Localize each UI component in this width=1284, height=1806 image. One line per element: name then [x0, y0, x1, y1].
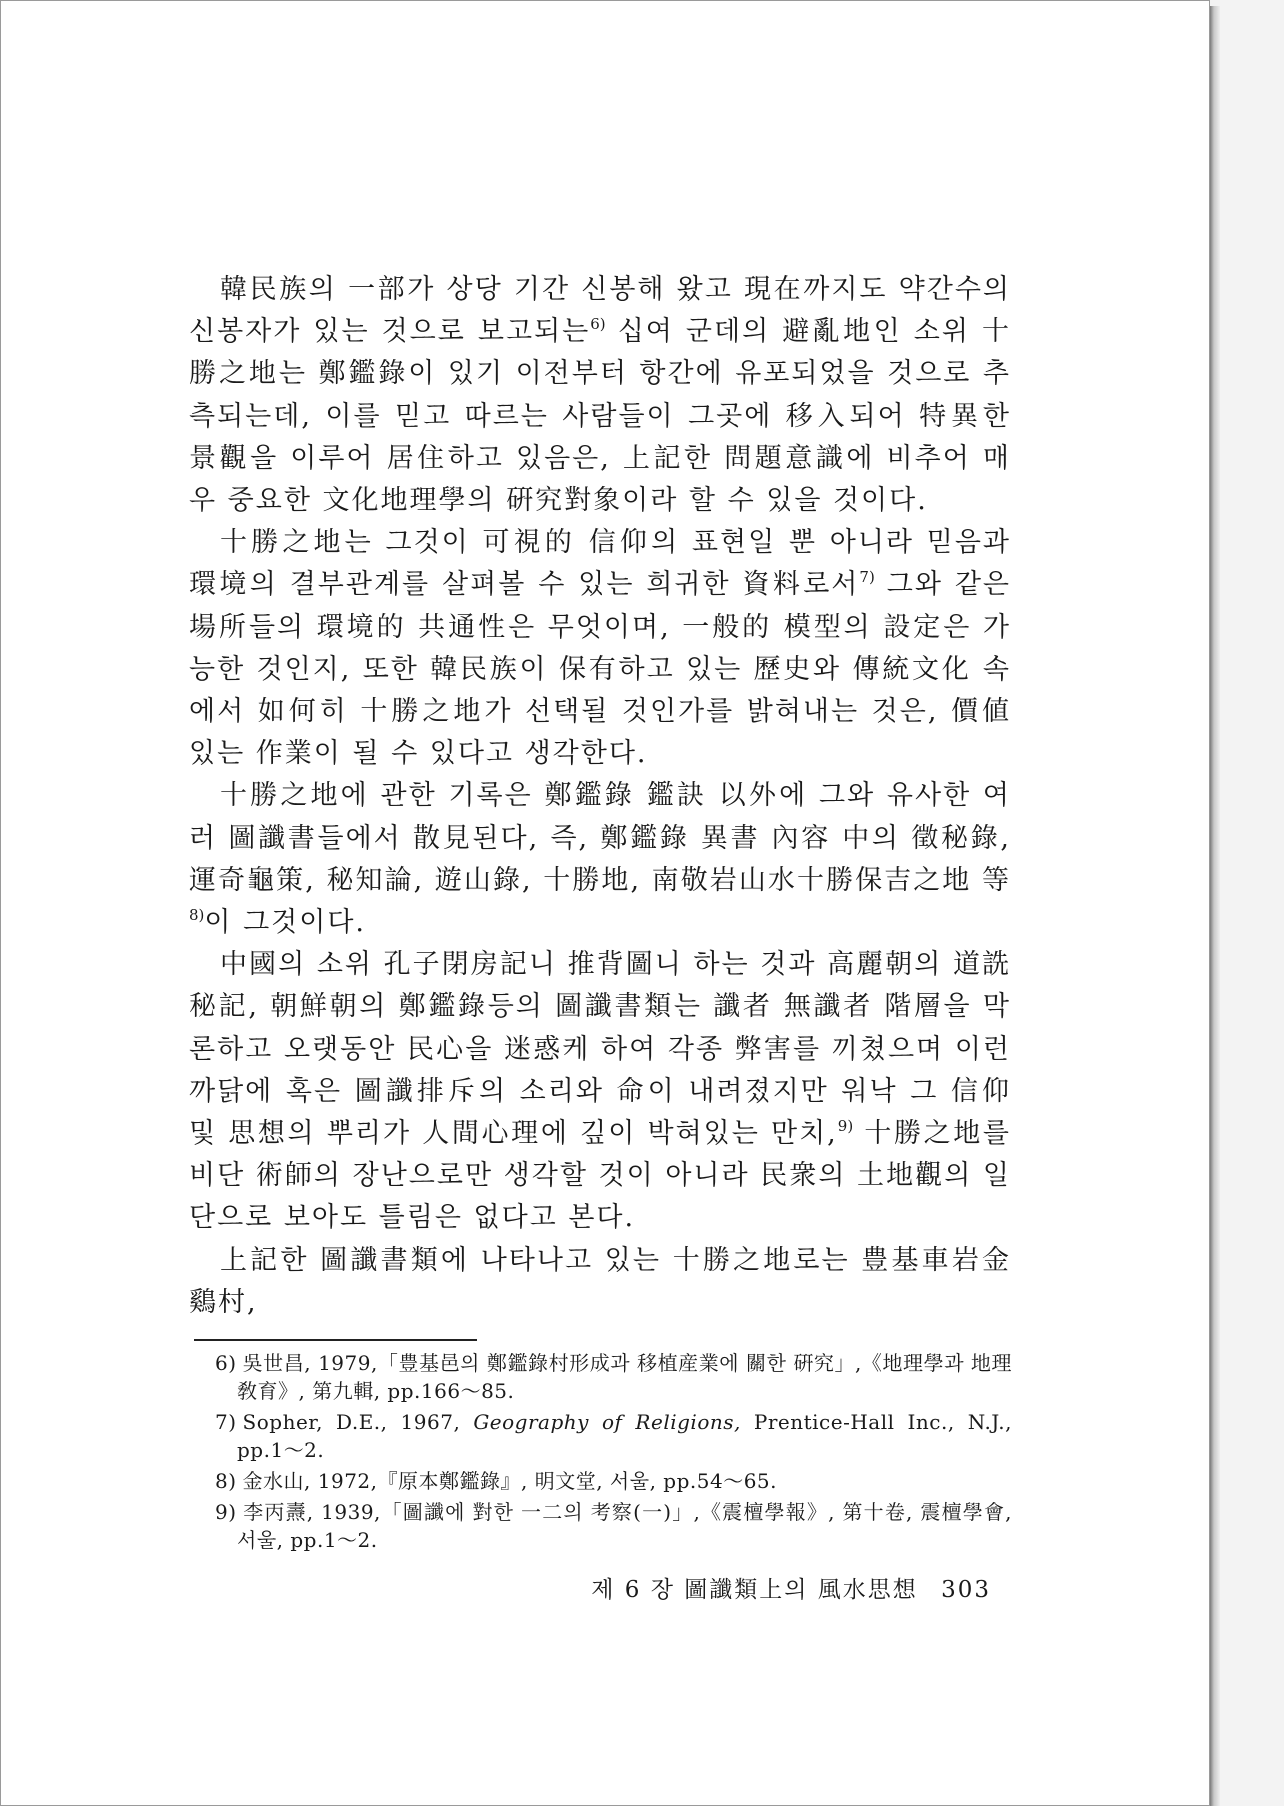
- body-paragraph: [189, 1240, 1011, 1324]
- body-paragraph: [189, 269, 1011, 522]
- body-paragraph: [189, 944, 1011, 1239]
- footnote-number: 8): [215, 1469, 237, 1493]
- body-paragraph: [189, 775, 1011, 944]
- footnote-text: 金水山, 1972,『原本鄭鑑錄』, 明文堂, 서울, pp.54～65.: [242, 1469, 778, 1493]
- footnote-text: Prentice-Hall Inc., N.J., pp.1～2.: [237, 1410, 1012, 1462]
- footnote: [215, 1349, 1012, 1405]
- footnote-text: Sopher, D.E., 1967,: [242, 1410, 474, 1434]
- paragraph-text: 韓民族의 一部가 상당 기간 신봉해 왔고 現在까지도 약간수의 신봉자가 있는 것으로 보고되는: [189, 274, 1011, 348]
- footnotes: [215, 1349, 1012, 1557]
- footnote: [215, 1408, 1012, 1464]
- paragraph-text: 十勝之地를 비단 術師의 장난으로만 생각할 것이 아니라 民衆의 土地觀의 일단으로 보아도 틀림은 없다고 본다.: [189, 1118, 1011, 1234]
- body-paragraph: [189, 522, 1011, 775]
- footnote-reference: 6): [590, 315, 606, 334]
- paragraph-text: 上記한 圖讖書類에 나타나고 있는 十勝之地로는 豊基車岩金鷄村,: [189, 1244, 1011, 1318]
- running-footer: [591, 1571, 991, 1604]
- footnote: [215, 1498, 1012, 1554]
- footnote-text: 吳世昌, 1979,「豊基邑의 鄭鑑錄村形成과 移植産業에 關한 硏究」,《地理學과 地理敎育》, 第九輯, pp.166～85.: [237, 1351, 1012, 1403]
- page-edge-shadow: [1210, 6, 1220, 1806]
- footnote-number: 6): [215, 1351, 237, 1375]
- footnote-number: 9): [215, 1500, 237, 1524]
- footnote-title-italic: Geography of Religions,: [473, 1410, 741, 1434]
- body-text: [189, 269, 1011, 1324]
- footnote-reference: 9): [837, 1117, 854, 1136]
- paragraph-text: 中國의 소위 孔子閉房記니 推背圖니 하는 것과 高麗朝의 道詵秘記, 朝鮮朝의 鄭鑑錄등의 圖讖書類는 讖者 無讖者 階層을 막론하고 오랫동안 民心을 迷惑케 하여 각종 弊害를 끼쳤으며 이런 까닭에 혹은 圖讖排斥의 소리와 命이 내려졌지만 워낙 그 信仰 및 思想의 뿌리가 人間心理에 깊이 박혀있는 만치,: [189, 949, 1011, 1150]
- chapter-title: 제 6 장 圖讖類上의 風水思想: [591, 1577, 918, 1603]
- footnote-number: 7): [215, 1410, 237, 1434]
- footnote-rule: [194, 1339, 477, 1341]
- footnote-text: 李丙燾, 1939,「圖讖에 對한 一二의 考察(一)」,《震檀學報》, 第十卷, 震檀學會, 서울, pp.1～2.: [237, 1500, 1012, 1552]
- paragraph-text: 그와 같은 場所들의 環境的 共通性은 무엇이며, 一般的 模型의 設定은 가능한 것인지, 또한 韓民族이 保有하고 있는 歷史와 傳統文化 속에서 如何히 十勝之地가 선택될 것인가를 밝혀내는 것은, 價値있는 作業이 될 수 있다고 생각한다.: [189, 569, 1012, 770]
- footnote-reference: 8): [189, 906, 205, 925]
- paragraph-text: 十勝之地에 관한 기록은 鄭鑑錄 鑑訣 以外에 그와 유사한 여러 圖讖書들에서 散見된다, 즉, 鄭鑑錄 異書 內容 中의 徵秘錄, 運奇龜策, 秘知論, 遊山錄, 十勝地, 南敬岩山水十勝保吉之地 等: [189, 780, 1011, 896]
- paragraph-text: 십여 군데의 避亂地인 소위 十勝之地는 鄭鑑錄이 있기 이전부터 항간에 유포되었을 것으로 추측되는데, 이를 믿고 따르는 사람들이 그곳에 移入되어 特異한 景觀을 이루어 居住하고 있음은, 上記한 問題意識에 비추어 매우 중요한 文化地理學의 硏究對象이라 할 수 있을 것이다.: [189, 316, 1011, 517]
- paragraph-text: 이 그것이다.: [204, 907, 366, 939]
- page-number: 303: [941, 1577, 991, 1603]
- footnote-reference: 7): [859, 568, 875, 587]
- footnote: [215, 1467, 1012, 1495]
- paragraph-text: 十勝之地는 그것이 可視的 信仰의 표현일 뿐 아니라 믿음과 環境의 결부관계를 살펴볼 수 있는 희귀한 資料로서: [189, 527, 1011, 601]
